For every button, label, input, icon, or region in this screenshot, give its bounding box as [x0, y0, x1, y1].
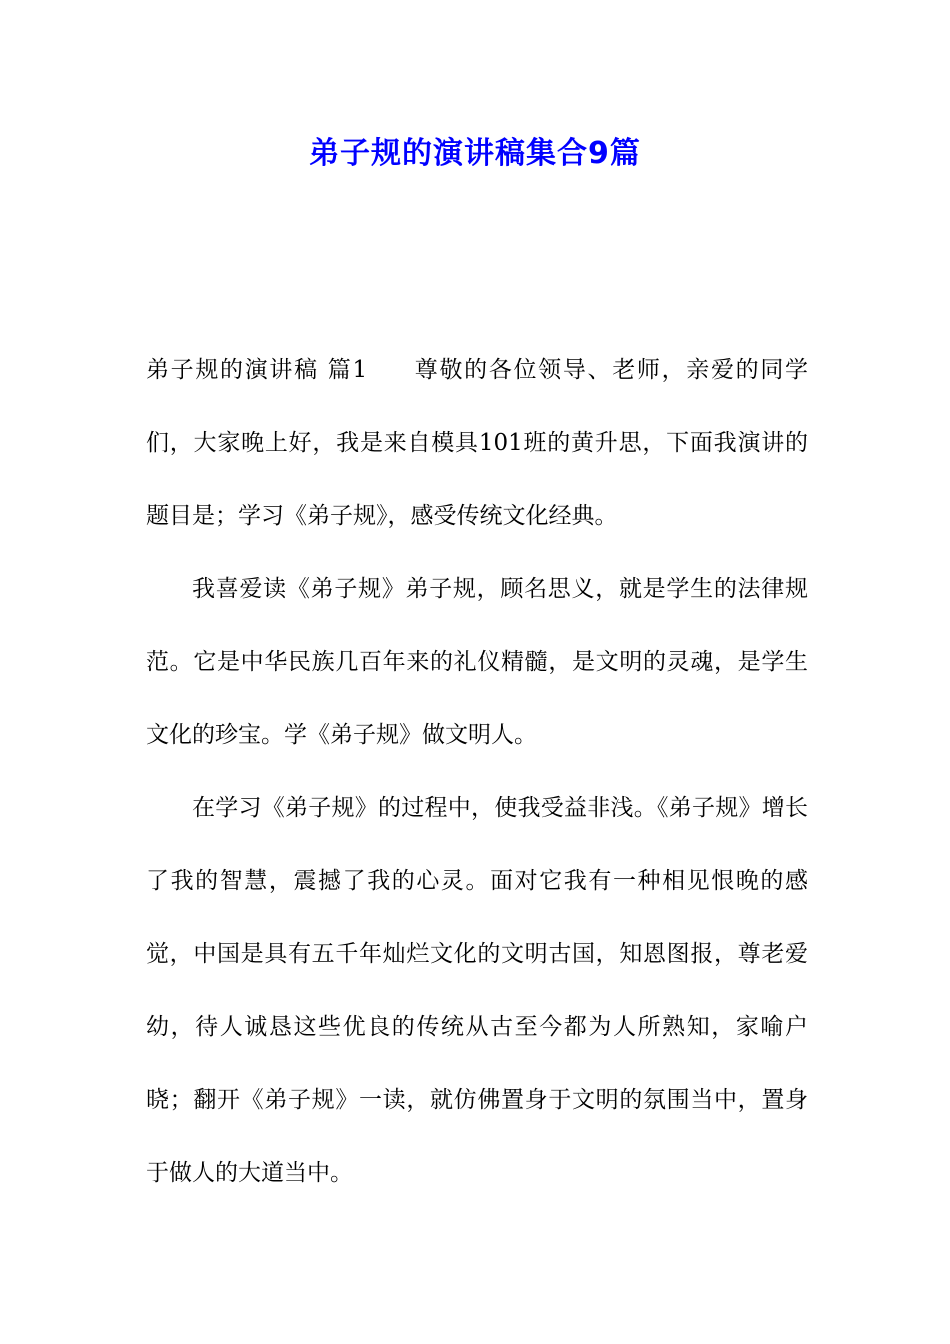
- section-heading: 弟子规的演讲稿 篇1: [146, 357, 368, 383]
- document-body: [146, 334, 808, 1210]
- document-title: 弟子规的演讲稿集合9篇: [309, 136, 641, 171]
- paragraph-1: [146, 334, 808, 553]
- paragraph-3: 在学习《弟子规》的过程中，使我受益非浅。《弟子规》增长了我的智慧，震撼了我的心灵。面对它我有一种相见恨晚的感觉，中国是具有五千年灿烂文化的文明古国，知恩图报，尊老爱幼，待人诚恳这些优良的传统从古至今都为人所熟知，家喻户晓；翻开《弟子规》一读，就仿佛置身于文明的氛围当中，置身于做人的大道当中。: [146, 795, 808, 1186]
- paragraph-2: 我喜爱读《弟子规》弟子规，顾名思义，就是学生的法律规范。它是中华民族几百年来的礼仪精髓，是文明的灵魂，是学生文化的珍宝。学《弟子规》做文明人。: [146, 576, 808, 748]
- paragraph-1-text: 尊敬的各位领导、老师，亲爱的同学们，大家晚上好，我是来自模具101班的黄升思，下面我演讲的题目是；学习《弟子规》，感受传统文化经典。: [146, 357, 809, 529]
